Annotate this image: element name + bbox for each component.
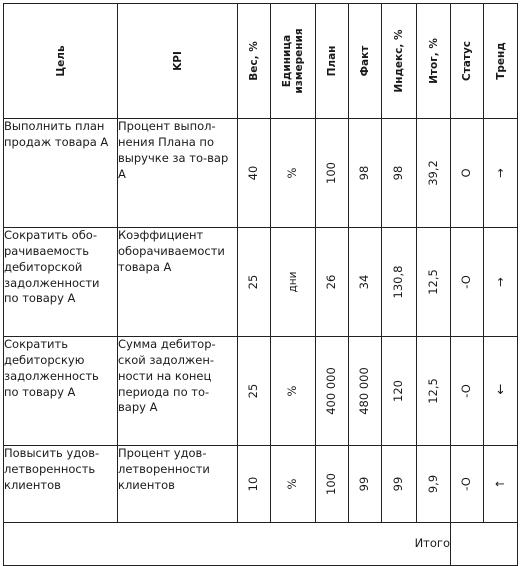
- header-goal: Цель: [4, 4, 118, 119]
- cell-plan: 100: [316, 446, 349, 523]
- cell-result: 39,2: [417, 119, 451, 228]
- cell-status: -O: [451, 446, 484, 523]
- cell-plan: 26: [316, 228, 349, 337]
- trend-arrow-icon: →: [492, 168, 507, 178]
- cell-kpi: Процент удов-летворенности клиентов: [118, 446, 238, 523]
- header-unit: [271, 4, 316, 119]
- cell-weight: 25: [238, 337, 271, 446]
- cell-kpi: Сумма дебитор-ской задолжен-ности на конец периода по то-вару А: [118, 337, 238, 446]
- cell-trend: [484, 446, 518, 523]
- total-row: [4, 523, 518, 566]
- header-weight: Вес, %: [238, 4, 271, 119]
- table-row: [4, 337, 518, 446]
- cell-kpi: Коэффициент оборачиваемости товара А: [118, 228, 238, 337]
- cell-trend: [484, 337, 518, 446]
- cell-trend: [484, 228, 518, 337]
- cell-weight: 25: [238, 228, 271, 337]
- header-result: Итог, %: [417, 4, 451, 119]
- header-trend: Тренд: [484, 4, 518, 119]
- cell-status: -O: [451, 228, 484, 337]
- cell-status: O: [451, 119, 484, 228]
- header-fact: Факт: [349, 4, 382, 119]
- cell-fact: 480 000: [349, 337, 382, 446]
- cell-fact: 99: [349, 446, 382, 523]
- cell-fact: 34: [349, 228, 382, 337]
- trend-arrow-icon: ↓: [495, 383, 506, 399]
- table-row: [4, 119, 518, 228]
- cell-goal: Повысить удов-летворенность клиентов: [4, 446, 118, 523]
- cell-unit: %: [271, 119, 316, 228]
- cell-status: -O: [451, 337, 484, 446]
- cell-unit: дни: [271, 228, 316, 337]
- header-kpi: KPI: [118, 4, 238, 119]
- cell-weight: 40: [238, 119, 271, 228]
- cell-weight: 10: [238, 446, 271, 523]
- cell-result: 9,9: [417, 446, 451, 523]
- cell-index: 120: [382, 337, 417, 446]
- cell-plan: 100: [316, 119, 349, 228]
- header-row: [4, 4, 518, 119]
- header-unit-line2: измерения: [293, 28, 305, 94]
- cell-unit: %: [271, 337, 316, 446]
- header-index: Индекс, %: [382, 4, 417, 119]
- cell-index: 130,8: [382, 228, 417, 337]
- trend-arrow-icon: →: [492, 277, 507, 287]
- header-status: Статус: [451, 4, 484, 119]
- table-row: [4, 228, 518, 337]
- cell-result: 12,5: [417, 337, 451, 446]
- cell-index: 99: [382, 446, 417, 523]
- cell-goal: Выполнить план продаж товара А: [4, 119, 118, 228]
- header-unit-line1: Единица: [280, 34, 293, 88]
- cell-plan: 400 000: [316, 337, 349, 446]
- cell-unit: %: [271, 446, 316, 523]
- header-plan: План: [316, 4, 349, 119]
- trend-arrow-icon: ↑: [492, 479, 507, 489]
- kpi-table: [3, 3, 518, 566]
- table-row: [4, 446, 518, 523]
- cell-goal: Сократить обо-рачиваемость дебиторской задолженности по товару А: [4, 228, 118, 337]
- cell-fact: 98: [349, 119, 382, 228]
- cell-kpi: Процент выпол-нения Плана по выручке за то-вар А: [118, 119, 238, 228]
- cell-goal: Сократить дебиторскую задолженность по товару А: [4, 337, 118, 446]
- cell-index: 98: [382, 119, 417, 228]
- cell-trend: [484, 119, 518, 228]
- total-label: Итого: [4, 523, 451, 566]
- cell-result: 12,5: [417, 228, 451, 337]
- total-value: [451, 523, 518, 566]
